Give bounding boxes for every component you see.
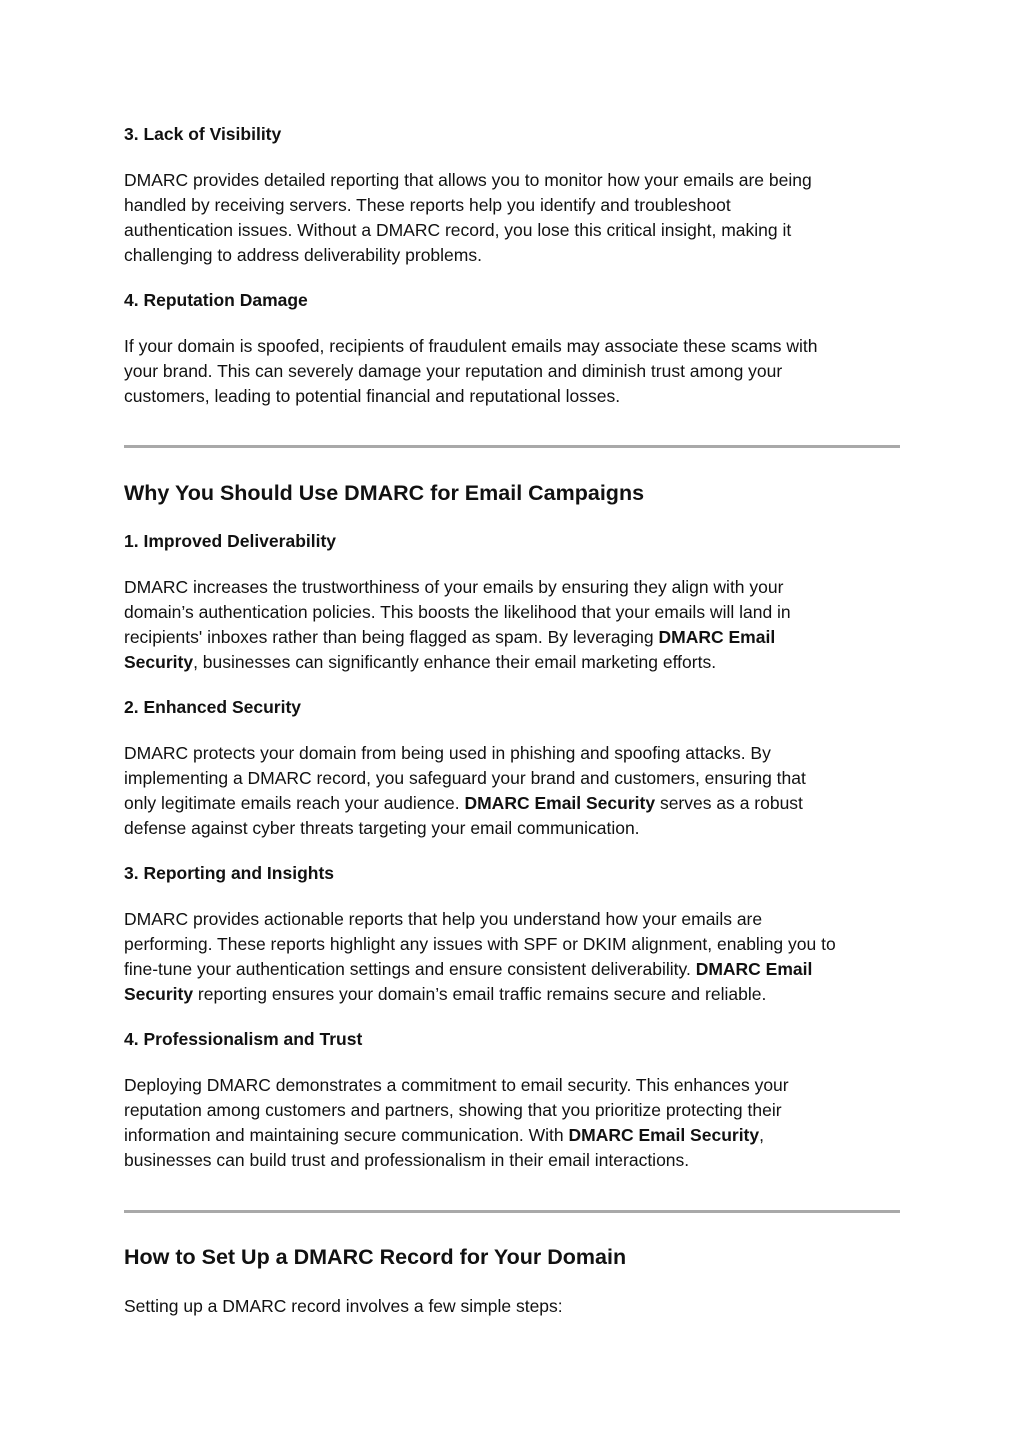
paragraph-reporting-insights <box>124 907 904 1007</box>
text-line: businesses can build trust and professionalism in their email interactions. <box>124 1150 690 1170</box>
bold-term: DMARC Email <box>658 627 776 647</box>
text-line: handled by receiving servers. These reports help you identify and troubleshoot <box>124 195 731 215</box>
bold-term: DMARC Email Security <box>464 793 656 813</box>
text-run: fine-tune your authentication settings and ensure consistent deliverability. <box>124 959 696 979</box>
heading-professionalism-trust: 4. Professionalism and Trust <box>124 1029 363 1049</box>
heading-reporting-insights: 3. Reporting and Insights <box>124 863 335 883</box>
bold-term: DMARC Email Security <box>568 1125 760 1145</box>
bold-term: DMARC Email <box>695 959 813 979</box>
text-run: information and maintaining secure communication. With <box>124 1125 569 1145</box>
text-line: performing. These reports highlight any issues with SPF or DKIM alignment, enabling you to <box>124 934 836 954</box>
text-line <box>124 791 904 816</box>
text-line <box>124 625 904 650</box>
text-line: reputation among customers and partners, showing that you prioritize protecting their <box>124 1100 782 1120</box>
text-line <box>124 650 904 675</box>
paragraph-improved-deliverability <box>124 575 904 675</box>
text-run: only legitimate emails reach your audience. <box>124 793 465 813</box>
heading-why-use-dmarc: Why You Should Use DMARC for Email Campaigns <box>124 481 645 505</box>
section-divider <box>124 1210 900 1213</box>
paragraph-reputation-damage <box>124 334 904 409</box>
text-run: reporting ensures your domain’s email traffic remains secure and reliable. <box>193 984 767 1004</box>
text-line: DMARC increases the trustworthiness of your emails by ensuring they align with your <box>124 577 784 597</box>
heading-enhanced-security: 2. Enhanced Security <box>124 697 302 717</box>
heading-improved-deliverability: 1. Improved Deliverability <box>124 531 337 551</box>
text-line: Deploying DMARC demonstrates a commitment to email security. This enhances your <box>124 1075 789 1095</box>
heading-lack-of-visibility: 3. Lack of Visibility <box>124 124 282 144</box>
text-run: recipients' inboxes rather than being flagged as spam. By leveraging <box>124 627 659 647</box>
text-line: DMARC provides actionable reports that help you understand how your emails are <box>124 909 763 929</box>
text-run: , <box>759 1125 764 1145</box>
paragraph-enhanced-security <box>124 741 904 841</box>
text-line: your brand. This can severely damage your reputation and diminish trust among your <box>124 361 783 381</box>
text-line: domain’s authentication policies. This boosts the likelihood that your emails will land in <box>124 602 791 622</box>
bold-term: Security <box>124 984 194 1004</box>
text-line: DMARC provides detailed reporting that allows you to monitor how your emails are being <box>124 170 812 190</box>
paragraph-professionalism-trust <box>124 1073 904 1173</box>
paragraph-setup-intro: Setting up a DMARC record involves a few simple steps: <box>124 1296 563 1316</box>
text-line <box>124 982 904 1007</box>
paragraph-lack-of-visibility <box>124 168 904 268</box>
text-line: DMARC protects your domain from being used in phishing and spoofing attacks. By <box>124 743 771 763</box>
text-line: defense against cyber threats targeting your email communication. <box>124 818 640 838</box>
bold-term: Security <box>124 652 194 672</box>
text-line <box>124 1123 904 1148</box>
text-run: serves as a robust <box>655 793 803 813</box>
text-line: authentication issues. Without a DMARC record, you lose this critical insight, making it <box>124 220 792 240</box>
section-divider <box>124 445 900 448</box>
text-line: challenging to address deliverability problems. <box>124 245 482 265</box>
text-run: , businesses can significantly enhance their email marketing efforts. <box>193 652 717 672</box>
heading-setup-dmarc: How to Set Up a DMARC Record for Your Domain <box>124 1245 627 1269</box>
heading-reputation-damage: 4. Reputation Damage <box>124 290 308 310</box>
text-line: implementing a DMARC record, you safeguard your brand and customers, ensuring that <box>124 768 806 788</box>
text-line <box>124 957 904 982</box>
text-line: If your domain is spoofed, recipients of fraudulent emails may associate these scams with <box>124 336 818 356</box>
text-line: customers, leading to potential financial and reputational losses. <box>124 386 621 406</box>
